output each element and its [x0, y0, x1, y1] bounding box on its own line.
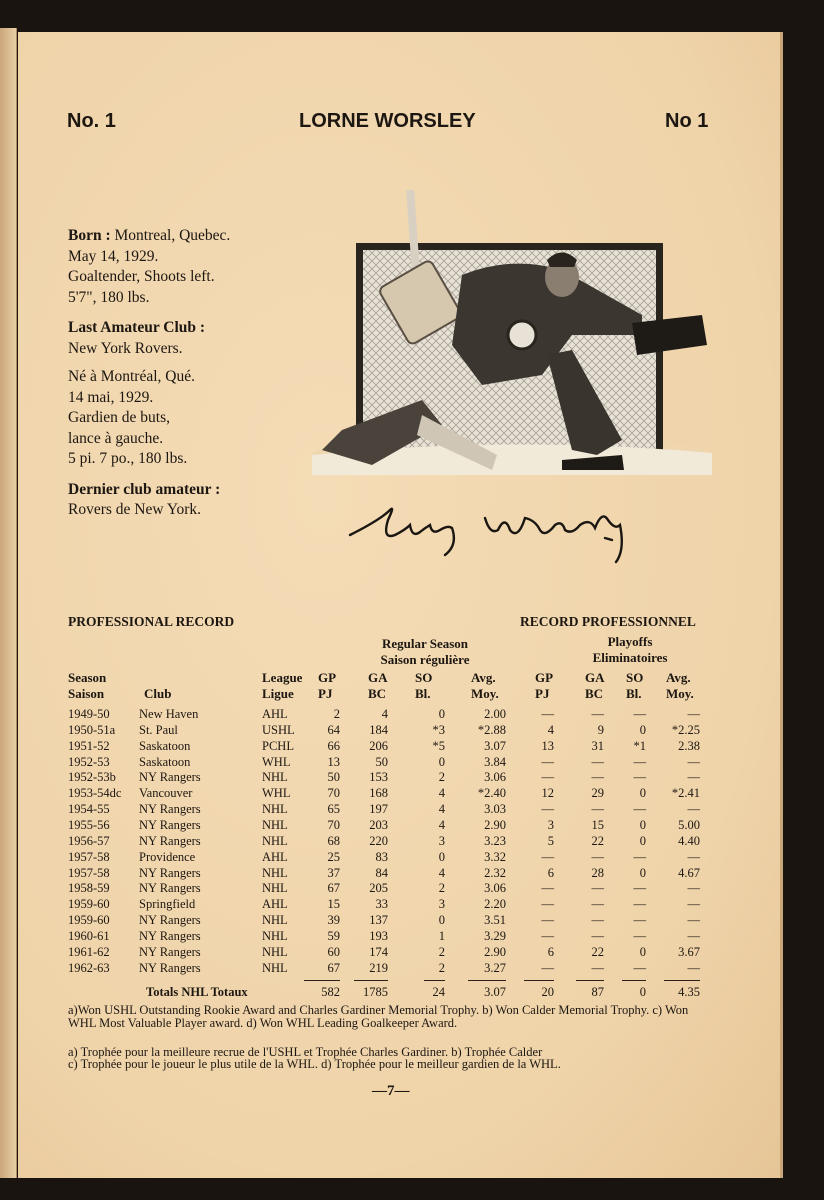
table-cell: 203	[369, 817, 388, 832]
table-cell: —	[633, 849, 646, 864]
table-cell: 3.06	[484, 770, 506, 785]
table-cell: 70	[327, 786, 340, 801]
table-cell: 206	[369, 738, 388, 753]
table-cell: USHL	[262, 722, 295, 737]
table-row	[0, 929, 824, 945]
previous-page-edge	[0, 28, 17, 1178]
table-cell: New Haven	[139, 707, 199, 721]
table-cell: 168	[369, 786, 388, 801]
table-cell: NHL	[262, 928, 288, 943]
table-cell: —	[541, 897, 554, 912]
table-cell: 5.00	[678, 817, 700, 832]
column-header: GA	[368, 670, 388, 685]
table-cell: 4	[547, 722, 554, 737]
table-cell: Vancouver	[139, 786, 193, 801]
table-cell: —	[541, 881, 554, 896]
table-cell: 0	[639, 865, 646, 880]
table-cell: 4	[438, 786, 445, 801]
position: Goaltender, Shoots left.	[68, 268, 215, 285]
record-title-fr: RECORD PROFESSIONNEL	[520, 614, 696, 629]
totals-rule	[354, 980, 388, 981]
table-cell: —	[591, 928, 604, 943]
table-cell: 2.90	[484, 817, 506, 832]
table-cell: NY Rangers	[139, 770, 201, 785]
playoffs-heading	[570, 634, 690, 666]
column-header: PJ	[535, 686, 550, 701]
born-place: Montreal, Quebec.	[114, 227, 231, 244]
table-cell: 1958-59	[68, 881, 110, 896]
table-cell: NY Rangers	[139, 817, 201, 832]
table-row	[0, 945, 824, 961]
table-cell: 1955-56	[68, 817, 110, 832]
table-cell: 28	[591, 865, 604, 880]
table-cell: 39	[327, 913, 340, 928]
totals-cell: 1785	[363, 985, 388, 999]
table-cell: —	[591, 754, 604, 769]
column-header: BC	[368, 686, 387, 701]
table-row	[0, 866, 824, 882]
totals-label: Totals NHL Totaux	[146, 985, 248, 999]
table-cell: 68	[327, 833, 340, 848]
table-cell: St. Paul	[139, 722, 178, 737]
table-cell: 1950-51a	[68, 722, 116, 737]
table-cell: —	[591, 960, 604, 975]
table-cell: 0	[639, 833, 646, 848]
table-cell: 15	[327, 897, 340, 912]
table-cell: 2	[438, 960, 445, 975]
table-cell: —	[541, 754, 554, 769]
bio-fr-line: Né à Montréal, Qué.	[68, 368, 195, 385]
column-header: Saison	[68, 686, 105, 701]
table-row	[0, 818, 824, 834]
totals-rule	[304, 980, 340, 981]
table-cell: 9	[597, 722, 604, 737]
table-cell: 33	[375, 897, 388, 912]
table-row	[0, 802, 824, 818]
table-cell: 3.51	[484, 913, 506, 928]
table-cell: —	[633, 707, 646, 721]
table-cell: 66	[327, 738, 340, 753]
column-header: SO	[415, 670, 433, 685]
table-cell: 84	[375, 865, 388, 880]
table-cell: 2.00	[484, 707, 506, 721]
table-cell: —	[687, 707, 700, 721]
table-row	[0, 850, 824, 866]
table-cell: 15	[591, 817, 604, 832]
table-cell: 12	[541, 786, 554, 801]
table-cell: 2.32	[484, 865, 506, 880]
table-cell: —	[633, 881, 646, 896]
table-cell: —	[633, 770, 646, 785]
table-cell: 50	[327, 770, 340, 785]
column-header: Moy.	[666, 686, 694, 701]
table-cell: 6	[547, 944, 554, 959]
table-cell: 3.84	[484, 754, 506, 769]
table-cell: —	[591, 881, 604, 896]
table-cell: 0	[639, 944, 646, 959]
table-cell: —	[633, 928, 646, 943]
bio-fr-line: lance à gauche.	[68, 429, 164, 447]
table-row	[0, 770, 824, 786]
bio-fr-line: 5 pi. 7 po., 180 lbs.	[68, 450, 188, 467]
column-header: League	[262, 670, 303, 685]
bio-fr-line: Gardien de buts,	[68, 409, 171, 426]
table-cell: *2.40	[477, 786, 506, 801]
last-club: New York Rovers.	[68, 339, 183, 357]
table-cell: Saskatoon	[139, 738, 191, 753]
totals-cell: 4.35	[678, 985, 700, 999]
size: 5'7", 180 lbs.	[68, 288, 150, 306]
regular-en: Regular Season	[381, 636, 469, 651]
table-cell: 1949-50	[68, 707, 110, 721]
table-cell: 220	[369, 833, 388, 848]
table-cell: 0	[438, 913, 445, 928]
table-cell: —	[633, 802, 646, 817]
born-label: Born :	[68, 227, 111, 244]
table-cell: 50	[375, 754, 388, 769]
table-cell: 197	[369, 802, 388, 817]
table-cell: NHL	[262, 817, 288, 832]
table-cell: —	[591, 897, 604, 912]
totals-rule	[468, 980, 506, 981]
table-cell: 1957-58	[68, 865, 110, 880]
table-cell: 1951-52	[68, 738, 110, 753]
fr-club: Rovers de New York.	[68, 501, 202, 518]
table-cell: —	[591, 849, 604, 864]
table-cell: 2	[333, 707, 340, 721]
table-cell: —	[687, 897, 700, 912]
table-cell: —	[541, 928, 554, 943]
table-cell: 1956-57	[68, 833, 110, 848]
table-cell: 174	[369, 944, 388, 959]
table-cell: 2.20	[484, 897, 506, 912]
totals-rule	[424, 980, 445, 981]
born-date: May 14, 1929.	[68, 247, 159, 265]
table-cell: 65	[327, 802, 340, 817]
table-cell: NHL	[262, 960, 288, 975]
table-cell: 4.40	[678, 833, 700, 848]
table-cell: —	[687, 881, 700, 896]
last-club-label: Last Amateur Club :	[68, 319, 206, 336]
bio-french	[68, 367, 220, 521]
table-cell: 4	[438, 865, 445, 880]
table-cell: NHL	[262, 833, 288, 848]
column-header: PJ	[318, 686, 333, 701]
column-header: SO	[626, 670, 644, 685]
table-row	[0, 739, 824, 755]
table-row	[0, 755, 824, 771]
totals-rule	[664, 980, 700, 981]
table-cell: 13	[327, 754, 340, 769]
footnote-french-2: c) Trophée pour le joueur le plus utile de la WHL. d) Trophée pour le meilleur gardien de la WHL.	[68, 1057, 561, 1071]
table-cell: 0	[438, 849, 445, 864]
table-cell: 29	[591, 786, 604, 801]
table-cell: —	[687, 913, 700, 928]
table-cell: 1962-63	[68, 960, 110, 975]
table-cell: *3	[432, 722, 445, 737]
table-cell: Springfield	[139, 897, 196, 912]
table-cell: 3.06	[484, 881, 506, 896]
table-cell: 22	[591, 944, 604, 959]
table-cell: —	[633, 897, 646, 912]
table-cell: 1957-58	[68, 849, 110, 864]
column-header: Club	[144, 686, 172, 701]
table-cell: *2.41	[671, 786, 700, 801]
column-header: BC	[585, 686, 604, 701]
table-cell: —	[541, 770, 554, 785]
table-cell: NHL	[262, 913, 288, 928]
table-cell: 67	[327, 960, 340, 975]
table-cell: 5	[547, 833, 554, 848]
table-cell: 4	[381, 707, 388, 721]
table-cell: NY Rangers	[139, 833, 201, 848]
page-title: LORNE WORSLEY	[299, 110, 476, 132]
table-cell: 83	[375, 849, 388, 864]
table-cell: —	[687, 754, 700, 769]
table-cell: NHL	[262, 865, 288, 880]
table-cell: —	[541, 849, 554, 864]
table-cell: 1960-61	[68, 928, 110, 943]
table-cell: AHL	[262, 897, 288, 912]
table-cell: *1	[633, 738, 646, 753]
table-cell: 60	[327, 944, 340, 959]
table-cell: NHL	[262, 944, 288, 959]
table-row	[0, 961, 824, 977]
table-cell: NY Rangers	[139, 928, 201, 943]
table-cell: PCHL	[262, 738, 294, 753]
table-cell: Providence	[139, 849, 196, 864]
table-cell: 2.38	[678, 738, 700, 753]
table-cell: 3	[438, 897, 445, 912]
table-cell: 59	[327, 928, 340, 943]
table-cell: 25	[327, 849, 340, 864]
bio-english	[68, 226, 230, 359]
regular-season-heading	[350, 636, 500, 668]
table-cell: —	[541, 913, 554, 928]
table-cell: —	[687, 802, 700, 817]
totals-cell: 3.07	[484, 985, 506, 999]
footnotes-english: a)Won USHL Outstanding Rookie Award and Charles Gardiner Memorial Trophy. b) Won Calder Memorial Trophy. c) Won WHL Most Valuable Player award. d) Won WHL Leading Goalkeeper Award.	[68, 1003, 689, 1030]
totals-cell: 0	[639, 985, 646, 999]
table-cell: 4	[438, 817, 445, 832]
table-cell: 1959-60	[68, 913, 110, 928]
table-row	[0, 897, 824, 913]
table-cell: 13	[541, 738, 554, 753]
playoffs-fr: Eliminatoires	[592, 650, 668, 665]
page-number: —7—	[372, 1083, 410, 1099]
column-header: Moy.	[471, 686, 499, 701]
table-cell: 4.67	[678, 865, 700, 880]
table-row	[0, 881, 824, 897]
table-cell: —	[633, 754, 646, 769]
table-cell: WHL	[262, 786, 291, 801]
table-row	[0, 834, 824, 850]
table-cell: 64	[327, 722, 340, 737]
totals-rule	[622, 980, 646, 981]
table-cell: 70	[327, 817, 340, 832]
table-cell: *5	[432, 738, 445, 753]
table-row	[0, 723, 824, 739]
table-cell: *2.25	[671, 722, 700, 737]
table-cell: 31	[591, 738, 604, 753]
table-cell: NHL	[262, 770, 288, 785]
table-cell: 37	[327, 865, 340, 880]
table-cell: 219	[369, 960, 388, 975]
table-cell: 184	[369, 722, 388, 737]
table-cell: 1961-62	[68, 944, 110, 959]
table-row	[0, 707, 824, 723]
table-cell: 3	[547, 817, 554, 832]
column-header: Season	[68, 670, 107, 685]
table-cell: Saskatoon	[139, 754, 191, 769]
table-cell: 1959-60	[68, 897, 110, 912]
table-cell: —	[541, 802, 554, 817]
table-cell: —	[591, 913, 604, 928]
card-number-right: No 1	[665, 110, 709, 132]
table-cell: 67	[327, 881, 340, 896]
table-cell: —	[687, 770, 700, 785]
column-header: Ligue	[262, 686, 294, 701]
table-cell: 0	[639, 786, 646, 801]
table-cell: 2	[438, 881, 445, 896]
footnote-french-1: a) Trophée pour la meilleure recrue de l'USHL et Trophée Charles Gardiner. b) Trophée Calder	[68, 1045, 543, 1059]
table-row	[0, 786, 824, 802]
table-row	[0, 913, 824, 929]
table-cell: 153	[369, 770, 388, 785]
table-cell: —	[541, 707, 554, 721]
table-cell: —	[687, 928, 700, 943]
table-cell: 1953-54dc	[68, 786, 122, 801]
table-cell: NY Rangers	[139, 944, 201, 959]
table-cell: 2	[438, 944, 445, 959]
table-cell: —	[633, 913, 646, 928]
table-cell: NY Rangers	[139, 960, 201, 975]
table-cell: 1952-53b	[68, 770, 116, 785]
table-cell: 3.29	[484, 928, 506, 943]
table-cell: 6	[547, 865, 554, 880]
totals-cell: 87	[591, 985, 604, 999]
table-cell: —	[591, 770, 604, 785]
card-number-left: No. 1	[67, 110, 116, 132]
table-cell: NHL	[262, 802, 288, 817]
table-cell: —	[633, 960, 646, 975]
table-cell: 205	[369, 881, 388, 896]
table-cell: 3	[438, 833, 445, 848]
table-cell: 22	[591, 833, 604, 848]
table-cell: 3.23	[484, 833, 506, 848]
playoffs-en: Playoffs	[607, 634, 653, 649]
totals-cell: 582	[321, 985, 340, 999]
table-cell: —	[591, 707, 604, 721]
table-cell: 3.03	[484, 802, 506, 817]
table-cell: NY Rangers	[139, 802, 201, 817]
table-cell: 3.32	[484, 849, 506, 864]
column-header: GP	[318, 670, 337, 685]
bio-fr-line: 14 mai, 1929.	[68, 388, 154, 406]
table-cell: 2	[438, 770, 445, 785]
table-cell: 3.27	[484, 960, 506, 975]
table-cell: 2.90	[484, 944, 506, 959]
table-cell: 0	[438, 754, 445, 769]
autograph-signature	[340, 490, 640, 570]
totals-rule	[576, 980, 604, 981]
table-cell: AHL	[262, 849, 288, 864]
table-cell: 0	[438, 707, 445, 721]
table-cell: 3.07	[484, 738, 506, 753]
table-cell: NY Rangers	[139, 865, 201, 880]
goaltender-photo	[312, 185, 712, 475]
column-header: Bl.	[415, 686, 431, 701]
table-cell: 1	[438, 928, 445, 943]
table-cell: 1952-53	[68, 754, 110, 769]
table-cell: WHL	[262, 754, 291, 769]
table-cell: 0	[639, 817, 646, 832]
table-cell: —	[541, 960, 554, 975]
regular-fr: Saison régulière	[380, 652, 470, 667]
totals-cell: 24	[432, 985, 445, 999]
table-cell: 1954-55	[68, 802, 110, 817]
column-header: Avg.	[666, 670, 691, 685]
table-cell: 4	[438, 802, 445, 817]
table-cell: —	[591, 802, 604, 817]
totals-cell: 20	[541, 985, 554, 999]
table-cell: NY Rangers	[139, 913, 201, 928]
table-cell: *2.88	[477, 722, 506, 737]
column-header: GP	[535, 670, 554, 685]
table-cell: NY Rangers	[139, 881, 201, 896]
table-cell: NHL	[262, 881, 288, 896]
table-cell: 137	[369, 913, 388, 928]
column-header: Bl.	[626, 686, 642, 701]
table-cell: 0	[639, 722, 646, 737]
table-cell: 193	[369, 928, 388, 943]
column-header: GA	[585, 670, 605, 685]
record-title-en: PROFESSIONAL RECORD	[68, 614, 235, 629]
table-cell: 3.67	[678, 944, 700, 959]
table-cell: AHL	[262, 707, 288, 721]
fr-club-label: Dernier club amateur :	[68, 480, 221, 498]
table-cell: —	[687, 849, 700, 864]
column-header: Avg.	[471, 670, 496, 685]
totals-rule	[524, 980, 554, 981]
table-cell: —	[687, 960, 700, 975]
